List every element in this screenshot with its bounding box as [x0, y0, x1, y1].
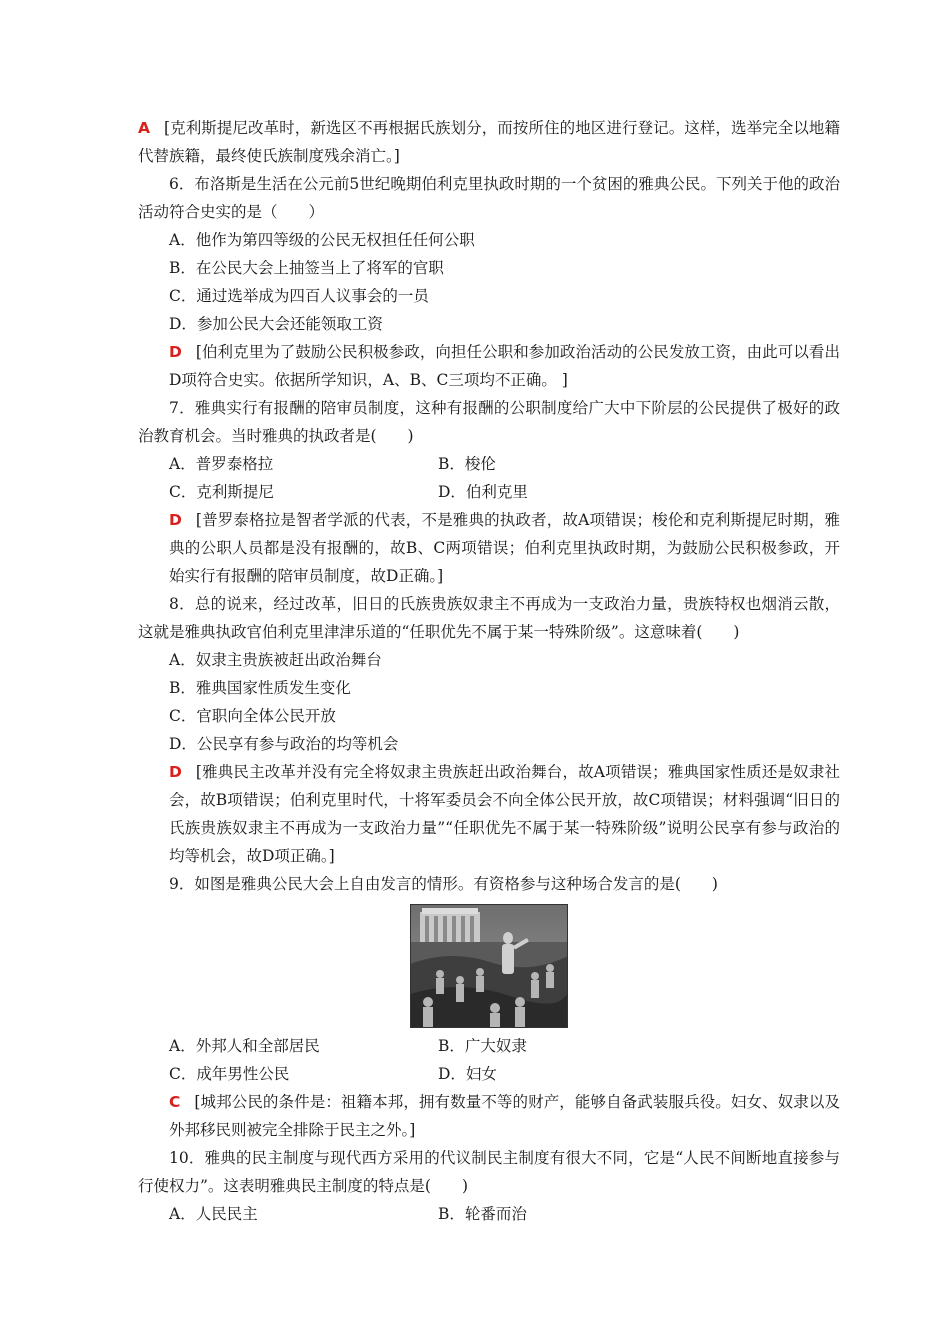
option-a: A．他作为第四等级的公民无权担任任何公职: [169, 231, 475, 249]
answer-letter: C: [169, 1093, 181, 1111]
question-7: 7．雅典实行有报酬的陪审员制度，这种有报酬的公职制度给广大中下阶层的公民提供了极好的政治教育机会。当时雅典的执政者是( ): [138, 399, 840, 445]
option-a: A．奴隶主贵族被赶出政治舞台: [169, 651, 382, 669]
answer-explanation: [138, 114, 840, 170]
answer-text: [城邦公民的条件是：祖籍本邦，拥有数量不等的财产，能够自备武装服兵役。妇女、奴隶以及外邦移民则被完全排除于民主之外。]: [169, 1093, 840, 1139]
option-d: D．参加公民大会还能领取工资: [169, 315, 383, 333]
answer-text: [普罗泰格拉是智者学派的代表，不是雅典的执政者，故A项错误；梭伦和克利斯提尼时期，雅典的公职人员都是没有报酬的，故B、C两项错误；伯利克里执政时期，为鼓励公民积极参政，开始实行有报酬的陪审员制度，故D正确。]: [169, 511, 840, 585]
option-row: [138, 478, 840, 506]
option-d: D．伯利克里: [438, 483, 528, 501]
answer-explanation: [138, 506, 840, 590]
answer-explanation: [138, 338, 840, 394]
answer-explanation: [138, 1088, 840, 1144]
option-d: D．妇女: [438, 1065, 497, 1083]
answer-letter: D: [169, 763, 182, 781]
option-b: B．雅典国家性质发生变化: [169, 679, 351, 697]
option-d: D．公民享有参与政治的均等机会: [169, 735, 399, 753]
answer-letter: D: [169, 511, 182, 529]
option-c: C．成年男性公民: [169, 1065, 290, 1083]
answer-text: [伯利克里为了鼓励公民积极参政，向担任公职和参加政治活动的公民发放工资，由此可以看出D项符合史实。依据所学知识，A、B、C三项均不正确。 ]: [169, 343, 840, 389]
answer-text: [雅典民主改革并没有完全将奴隶主贵族赶出政治舞台，故A项错误；雅典国家性质还是奴隶社会，故B项错误；伯利克里时代，十将军委员会不向全体公民开放，故C项错误；材料强调“旧日的氏族贵族奴隶主不再成为一支政治力量”“任职优先不属于某一特殊阶级”说明公民享有参与政治的均等机会，故D项正确。]: [169, 763, 840, 865]
option-b: B．轮番而治: [438, 1205, 527, 1223]
option-c: C．通过选举成为四百人议事会的一员: [169, 287, 429, 305]
question-10: 10．雅典的民主制度与现代西方采用的代议制民主制度有很大不同，它是“人民不间断地直接参与行使权力”。这表明雅典民主制度的特点是( ): [138, 1149, 840, 1195]
option-a: A．人民民主: [169, 1205, 258, 1223]
option-row: [138, 1060, 840, 1088]
question-6: 6．布洛斯是生活在公元前5世纪晚期伯利克里执政时期的一个贫困的雅典公民。下列关于他的政治活动符合史实的是（ ）: [138, 175, 840, 221]
athenian-assembly-image: [410, 904, 568, 1028]
question-list: [138, 114, 840, 1228]
answer-explanation: [138, 758, 840, 870]
option-row: [138, 1200, 840, 1228]
option-row: [138, 1032, 840, 1060]
option-a: A．普罗泰格拉: [169, 455, 274, 473]
option-b: B．梭伦: [438, 455, 496, 473]
question-9: 9．如图是雅典公民大会上自由发言的情形。有资格参与这种场合发言的是( ): [169, 875, 718, 893]
option-c: C．官职向全体公民开放: [169, 707, 336, 725]
answer-letter: A: [138, 119, 150, 137]
option-b: B．广大奴隶: [438, 1037, 527, 1055]
option-a: A．外邦人和全部居民: [169, 1037, 320, 1055]
question-8: 8．总的说来，经过改革，旧日的氏族贵族奴隶主不再成为一支政治力量，贵族特权也烟消云散，这就是雅典执政官伯利克里津津乐道的“任职优先不属于某一特殊阶级”。这意味着( ): [138, 595, 840, 641]
option-c: C．克利斯提尼: [169, 483, 274, 501]
option-b: B．在公民大会上抽签当上了将军的官职: [169, 259, 444, 277]
answer-letter: D: [169, 343, 182, 361]
option-row: [138, 450, 840, 478]
assembly-illustration: [138, 904, 840, 1028]
answer-text: [克利斯提尼改革时，新选区不再根据氏族划分，而按所住的地区进行登记。这样，选举完全以地籍代替族籍，最终使氏族制度残余消亡。]: [138, 119, 840, 165]
